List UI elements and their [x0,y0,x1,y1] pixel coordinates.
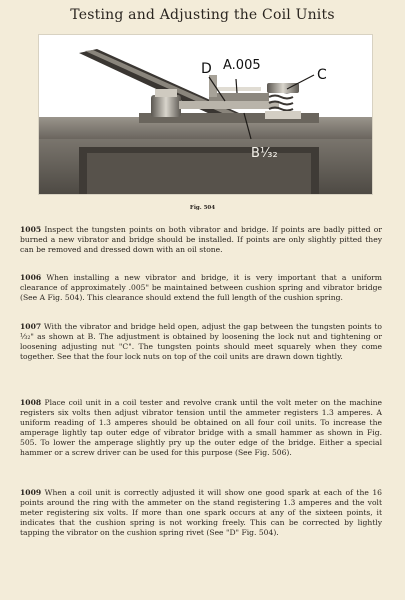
paragraph-number: 1009 [20,488,42,497]
paragraph-text: Inspect the tungsten points on both vibrator and bridge. If points are badly pitted or burned a new vibrator and bridge should be installed. If points are only slightly pitted they can be removed and dressed down with an oil stone. [20,225,382,254]
coil-unit-photo [38,34,373,195]
paragraph-text: When installing a new vibrator and bridge, it is very important that a uniform clearance of approximately .005" be maintained between cushion spring and vibrator bridge (See A Fig. 504). This clearance should extend the full length of the cushion spring. [20,273,382,302]
label-c: C [317,67,327,83]
paragraph-number: 1006 [20,273,42,282]
label-b: B¹⁄₃₂ [251,146,278,161]
paragraph-1008 [20,398,382,458]
paragraph-text: When a coil unit is correctly adjusted it will show one good spark at each of the 16 points around the ring with the ammeter on the stand registering 1.3 amperes and the volt meter registering six volts. If more than one spark occurs at any of the sixteen points, it indicates that the cushion spring is not working freely. This can be corrected by lightly tapping the vibrator on the cushion spring rivet (See "D" Fig. 504). [20,488,382,537]
paragraph-number: 1008 [20,398,42,407]
paragraph-1009 [20,488,382,538]
figure-caption: Fig. 504 [189,205,216,211]
paragraph-number: 1007 [20,322,42,331]
paragraph-1006 [20,273,382,303]
paragraph-text: Place coil unit in a coil tester and revolve crank until the volt meter on the machine registers six volts then adjust vibrator tension until the ammeter registers 1.3 amperes. A uniform reading of 1.3 amperes should be obtained on all four coil units. To increase the amperage lightly tap outer edge of vibrator bridge with a small hammer as shown in Fig. 505. To lower the amperage slightly pry up the outer edge of the bridge. Either a special hammer or a screw driver can be used for this purpose (See Fig. 506). [20,398,383,457]
paragraph-1005 [20,225,382,255]
paragraph-1007 [20,322,382,362]
label-d: D [201,61,212,77]
paragraph-text: With the vibrator and bridge held open, adjust the gap between the tungsten points to ¹⁄₃₂" as shown at B. The adjustment is obtained by loosening the lock nut and tightening or loosening adjusting nut "C". The tungsten points should meet squarely when they come together. See that the four lock nuts on top of the coil units are drawn down tightly. [20,322,382,361]
paragraph-number: 1005 [20,225,42,234]
label-a: A.005 [223,58,261,73]
page-title: Testing and Adjusting the Coil Units [70,7,335,23]
